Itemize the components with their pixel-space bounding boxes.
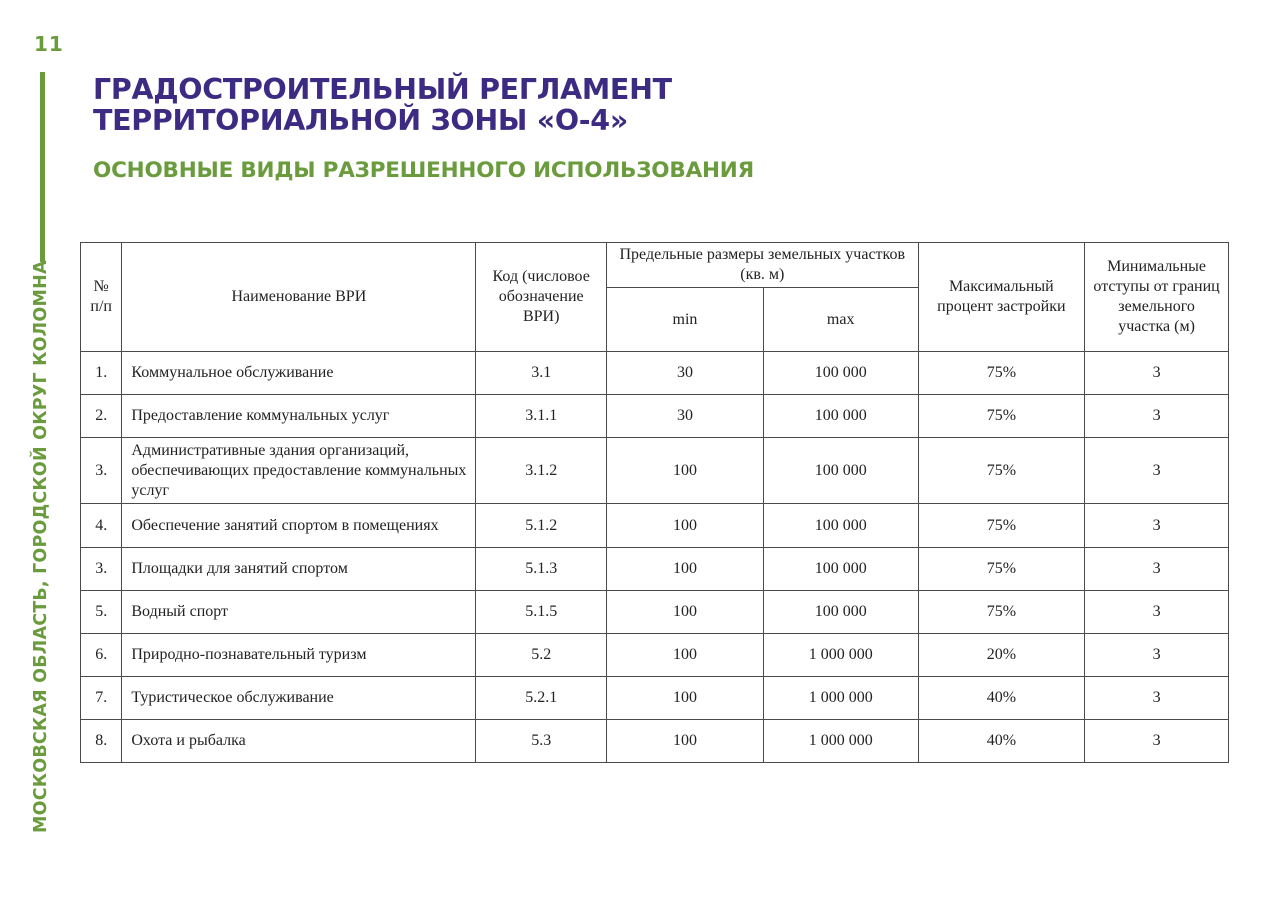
cell-min: 100	[607, 591, 764, 634]
title-line-2: ТЕРРИТОРИАЛЬНОЙ ЗОНЫ «О-4»	[93, 104, 628, 137]
table-row	[81, 677, 1229, 720]
header-max-percent: Максимальный процент застройки	[918, 243, 1085, 352]
cell-min: 100	[607, 634, 764, 677]
cell-percent: 75%	[918, 352, 1085, 395]
cell-offset: 3	[1085, 395, 1229, 438]
cell-code: 5.2.1	[476, 677, 607, 720]
cell-max: 1 000 000	[763, 634, 918, 677]
cell-code: 5.1.2	[476, 504, 607, 548]
cell-code: 3.1.1	[476, 395, 607, 438]
cell-name: Коммунальное обслуживание	[122, 352, 476, 395]
header-num: № п/п	[81, 243, 122, 352]
page-number: 11	[34, 32, 64, 56]
cell-num: 8.	[81, 720, 122, 763]
header-name: Наименование ВРИ	[122, 243, 476, 352]
table-body	[81, 352, 1229, 763]
cell-min: 100	[607, 677, 764, 720]
cell-percent: 75%	[918, 438, 1085, 504]
cell-name: Туристическое обслуживание	[122, 677, 476, 720]
cell-offset: 3	[1085, 352, 1229, 395]
table-row	[81, 548, 1229, 591]
cell-code: 3.1.2	[476, 438, 607, 504]
cell-name: Водный спорт	[122, 591, 476, 634]
cell-max: 1 000 000	[763, 677, 918, 720]
title-line-1: ГРАДОСТРОИТЕЛЬНЫЙ РЕГЛАМЕНТ	[93, 73, 672, 106]
cell-min: 30	[607, 352, 764, 395]
regulation-table	[80, 242, 1229, 763]
cell-max: 100 000	[763, 591, 918, 634]
cell-offset: 3	[1085, 504, 1229, 548]
cell-offset: 3	[1085, 634, 1229, 677]
cell-code: 3.1	[476, 352, 607, 395]
cell-name: Обеспечение занятий спортом в помещениях	[122, 504, 476, 548]
cell-num: 6.	[81, 634, 122, 677]
cell-min: 100	[607, 438, 764, 504]
cell-num: 7.	[81, 677, 122, 720]
table-header	[81, 243, 1229, 352]
cell-name: Площадки для занятий спортом	[122, 548, 476, 591]
table-row	[81, 591, 1229, 634]
cell-num: 5.	[81, 591, 122, 634]
cell-max: 100 000	[763, 438, 918, 504]
side-caption: МОСКОВСКАЯ ОБЛАСТЬ, ГОРОДСКОЙ ОКРУГ КОЛОМНА	[31, 260, 51, 833]
cell-num: 3.	[81, 438, 122, 504]
cell-code: 5.1.5	[476, 591, 607, 634]
header-min-offset: Минимальные отступы от границ земельного участка (м)	[1085, 243, 1229, 352]
cell-percent: 75%	[918, 504, 1085, 548]
table-row	[81, 438, 1229, 504]
table-row	[81, 504, 1229, 548]
cell-offset: 3	[1085, 591, 1229, 634]
page-title	[93, 74, 672, 136]
table-row	[81, 395, 1229, 438]
cell-max: 100 000	[763, 395, 918, 438]
cell-min: 30	[607, 395, 764, 438]
cell-offset: 3	[1085, 438, 1229, 504]
cell-offset: 3	[1085, 548, 1229, 591]
cell-name: Административные здания организаций, обеспечивающих предоставление коммунальных услуг	[122, 438, 476, 504]
accent-bar	[40, 72, 45, 262]
cell-min: 100	[607, 548, 764, 591]
cell-offset: 3	[1085, 720, 1229, 763]
cell-code: 5.3	[476, 720, 607, 763]
cell-percent: 40%	[918, 720, 1085, 763]
cell-percent: 40%	[918, 677, 1085, 720]
cell-min: 100	[607, 504, 764, 548]
cell-percent: 75%	[918, 591, 1085, 634]
header-max: max	[763, 288, 918, 352]
cell-max: 100 000	[763, 504, 918, 548]
table-row	[81, 352, 1229, 395]
table-row	[81, 634, 1229, 677]
cell-max: 1 000 000	[763, 720, 918, 763]
cell-percent: 75%	[918, 548, 1085, 591]
cell-percent: 20%	[918, 634, 1085, 677]
cell-num: 2.	[81, 395, 122, 438]
cell-num: 1.	[81, 352, 122, 395]
cell-num: 3.	[81, 548, 122, 591]
cell-name: Предоставление коммунальных услуг	[122, 395, 476, 438]
cell-name: Охота и рыбалка	[122, 720, 476, 763]
cell-min: 100	[607, 720, 764, 763]
header-size-group: Предельные размеры земельных участков (кв. м)	[607, 243, 918, 288]
cell-code: 5.1.3	[476, 548, 607, 591]
header-code: Код (числовое обозначение ВРИ)	[476, 243, 607, 352]
cell-max: 100 000	[763, 352, 918, 395]
section-subtitle: ОСНОВНЫЕ ВИДЫ РАЗРЕШЕННОГО ИСПОЛЬЗОВАНИЯ	[93, 158, 754, 183]
cell-code: 5.2	[476, 634, 607, 677]
cell-offset: 3	[1085, 677, 1229, 720]
cell-name: Природно-познавательный туризм	[122, 634, 476, 677]
header-min: min	[607, 288, 764, 352]
cell-percent: 75%	[918, 395, 1085, 438]
table-row	[81, 720, 1229, 763]
cell-max: 100 000	[763, 548, 918, 591]
cell-num: 4.	[81, 504, 122, 548]
